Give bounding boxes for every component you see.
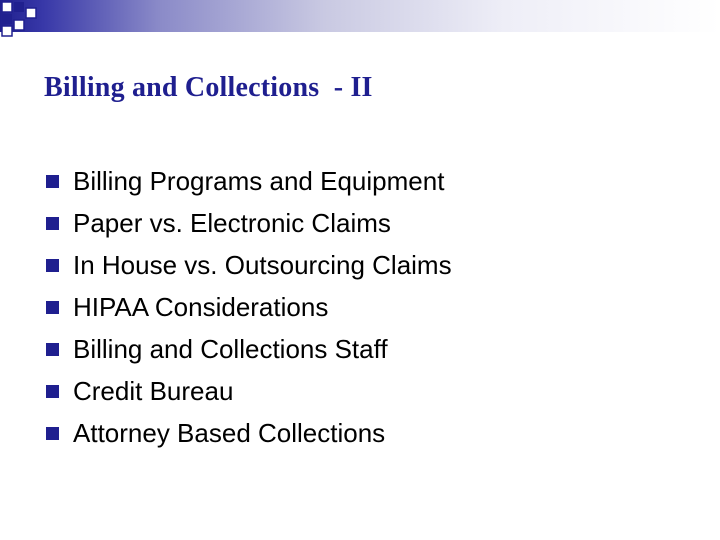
bullet-item — [44, 412, 452, 454]
square-bullet-icon — [46, 343, 59, 356]
square-bullet-icon — [46, 427, 59, 440]
bullet-text: Paper vs. Electronic Claims — [73, 207, 391, 238]
square-bullet-icon — [46, 301, 59, 314]
bullet-text: In House vs. Outsourcing Claims — [73, 249, 452, 280]
bullet-item — [44, 370, 452, 412]
bullet-text: Attorney Based Collections — [73, 417, 386, 448]
corner-square-filled-2 — [2, 14, 12, 24]
square-bullet-icon — [46, 259, 59, 272]
bullet-text: Credit Bureau — [73, 375, 234, 406]
square-bullet-icon — [46, 385, 59, 398]
header-gradient-band — [0, 0, 720, 32]
square-bullet-icon — [46, 175, 59, 188]
corner-squares-decoration — [0, 0, 60, 40]
bullet-list — [44, 160, 452, 454]
bullet-text: HIPAA Considerations — [73, 291, 329, 322]
bullet-item — [44, 244, 452, 286]
corner-square-outline-4 — [2, 26, 12, 36]
bullet-item — [44, 328, 452, 370]
corner-square-outline-2 — [26, 8, 36, 18]
corner-square-filled-1 — [14, 2, 24, 12]
bullet-text: Billing Programs and Equipment — [73, 165, 445, 196]
slide-title: Billing and Collections - II — [44, 72, 373, 103]
square-bullet-icon — [46, 217, 59, 230]
corner-square-outline-3 — [14, 20, 24, 30]
bullet-item — [44, 202, 452, 244]
bullet-item — [44, 286, 452, 328]
bullet-text: Billing and Collections Staff — [73, 333, 388, 364]
corner-square-outline-1 — [2, 2, 12, 12]
bullet-item — [44, 160, 452, 202]
